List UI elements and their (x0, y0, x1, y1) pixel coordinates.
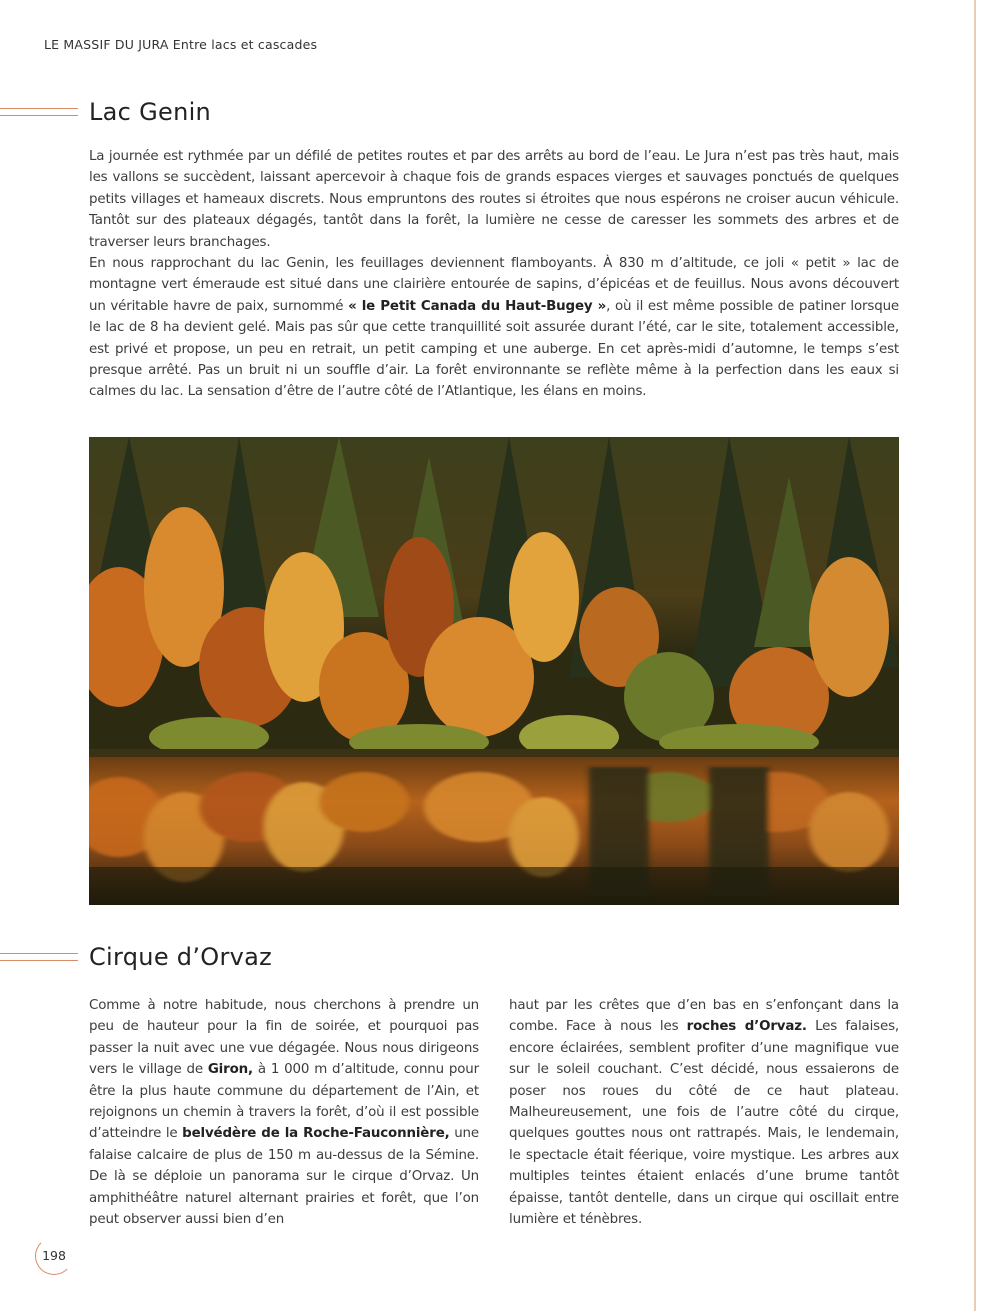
lac-genin-p2-text-b: , où il est même possible de patiner lorsque le lac de 8 ha devient gelé. Mais pas sûr que cette tranquillité soit assurée durant l’été, car le site, totalement accessible, est privé et propose, un peu en retrait, un petit camping et une auberge. En cet après-midi d’automne, le temps s’est presque arrêté. Pas un bruit ni un souffle d’air. La forêt environnante se reflète même à la perfection dans les eaux si calmes du lac. La sensation d’être de l’autre côté de l’Atlantique, les élans en moins. (89, 298, 899, 400)
cirque-column-right (509, 995, 899, 1230)
cirque-left-text-b: à 1 000 m d’altitude, connu pour être la plus haute commune du département de l’Ain, et rejoignons un chemin à travers la forêt, d’où il est possible d’atteindre le (89, 1062, 479, 1142)
lake-forest-photo (89, 437, 899, 905)
cirque-paragraph-right (509, 995, 899, 1230)
section-title-lac-genin: Lac Genin (89, 98, 212, 126)
section-title-cirque: Cirque d’Orvaz (89, 943, 273, 971)
lake-forest-illustration (89, 437, 899, 905)
page-number: 198 (35, 1237, 73, 1275)
section-rule-cirque (0, 953, 78, 961)
cirque-right-text-b: Les falaises, encore éclairées, semblent profiter d’une magnifique vue sur le soleil couchant. C’est décidé, nous essaierons de poser nos roues du côté de ce haut plateau. Malheureusement, une fois de l’autre côté du cirque, quelques gouttes nous ont rattrapés. Mais, le lendemain, le spectacle était féerique, voire mystique. Les arbres aux multiples teintes étaient enlacés d’une brume tantôt épaisse, tantôt dentelle, dans un cirque qui oscillait entre lumière et ténèbres. (509, 1019, 899, 1228)
cirque-right-text-a: haut par les crêtes que d’en bas en s’enfonçant dans la combe. Face à nous les (509, 998, 899, 1035)
cirque-left-text-c: une falaise calcaire de plus de 150 m au-dessus de la Sémine. De là se déploie un panorama sur le cirque d’Orvaz. Un amphithéâtre naturel alternant prairies et forêt, que l’on peut observer aussi bien d’en (89, 1126, 479, 1228)
lac-genin-p2-highlight: « le Petit Canada du Haut-Bugey » (348, 298, 607, 314)
cirque-left-text-a: Comme à notre habitude, nous cherchons à prendre un peu de hauteur pour la fin de soirée, et pourquoi pas passer la nuit avec une vue dégagée. Nous nous dirigeons vers le village de (89, 998, 479, 1078)
lac-genin-paragraph-2 (89, 253, 899, 403)
lac-genin-p2-text-a: En nous rapprochant du lac Genin, les feuillages deviennent flamboyants. À 830 m d’altitude, ce joli « petit » lac de montagne vert émeraude est situé dans une clairière entourée de sapins, d’épicéas et de feuillus. Nous avons découvert un véritable havre de paix, surnommé (89, 256, 899, 314)
lac-genin-body (89, 146, 899, 403)
cirque-right-roches: roches d’Orvaz. (686, 1019, 807, 1035)
page-edge-rule (974, 0, 976, 1311)
lac-genin-paragraph-1: La journée est rythmée par un défilé de petites routes et par des arrêts au bord de l’eau. Le Jura n’est pas très haut, mais les vallons se succèdent, laissant apercevoir à chaque fois de grands espaces vierges et sauvages ponctués de quelques petits villages et hameaux discrets. Nous empruntons des routes si étroites que nous espérons ne croiser aucun véhicule. Tantôt sur des plateaux dégagés, tantôt dans la forêt, la lumière ne cesse de caresser les sommets des arbres et de traverser leurs branchages. (89, 149, 899, 250)
section-rule-lac-genin (0, 108, 78, 116)
running-header-subtitle: Entre lacs et cascades (172, 37, 318, 52)
cirque-left-belvedere: belvédère de la Roche-Fauconnière, (182, 1126, 450, 1142)
cirque-paragraph-left (89, 995, 479, 1230)
cirque-left-giron: Giron, (207, 1062, 253, 1078)
cirque-column-left (89, 995, 479, 1230)
running-header (44, 37, 317, 52)
running-header-title: LE MASSIF DU JURA (44, 37, 169, 52)
